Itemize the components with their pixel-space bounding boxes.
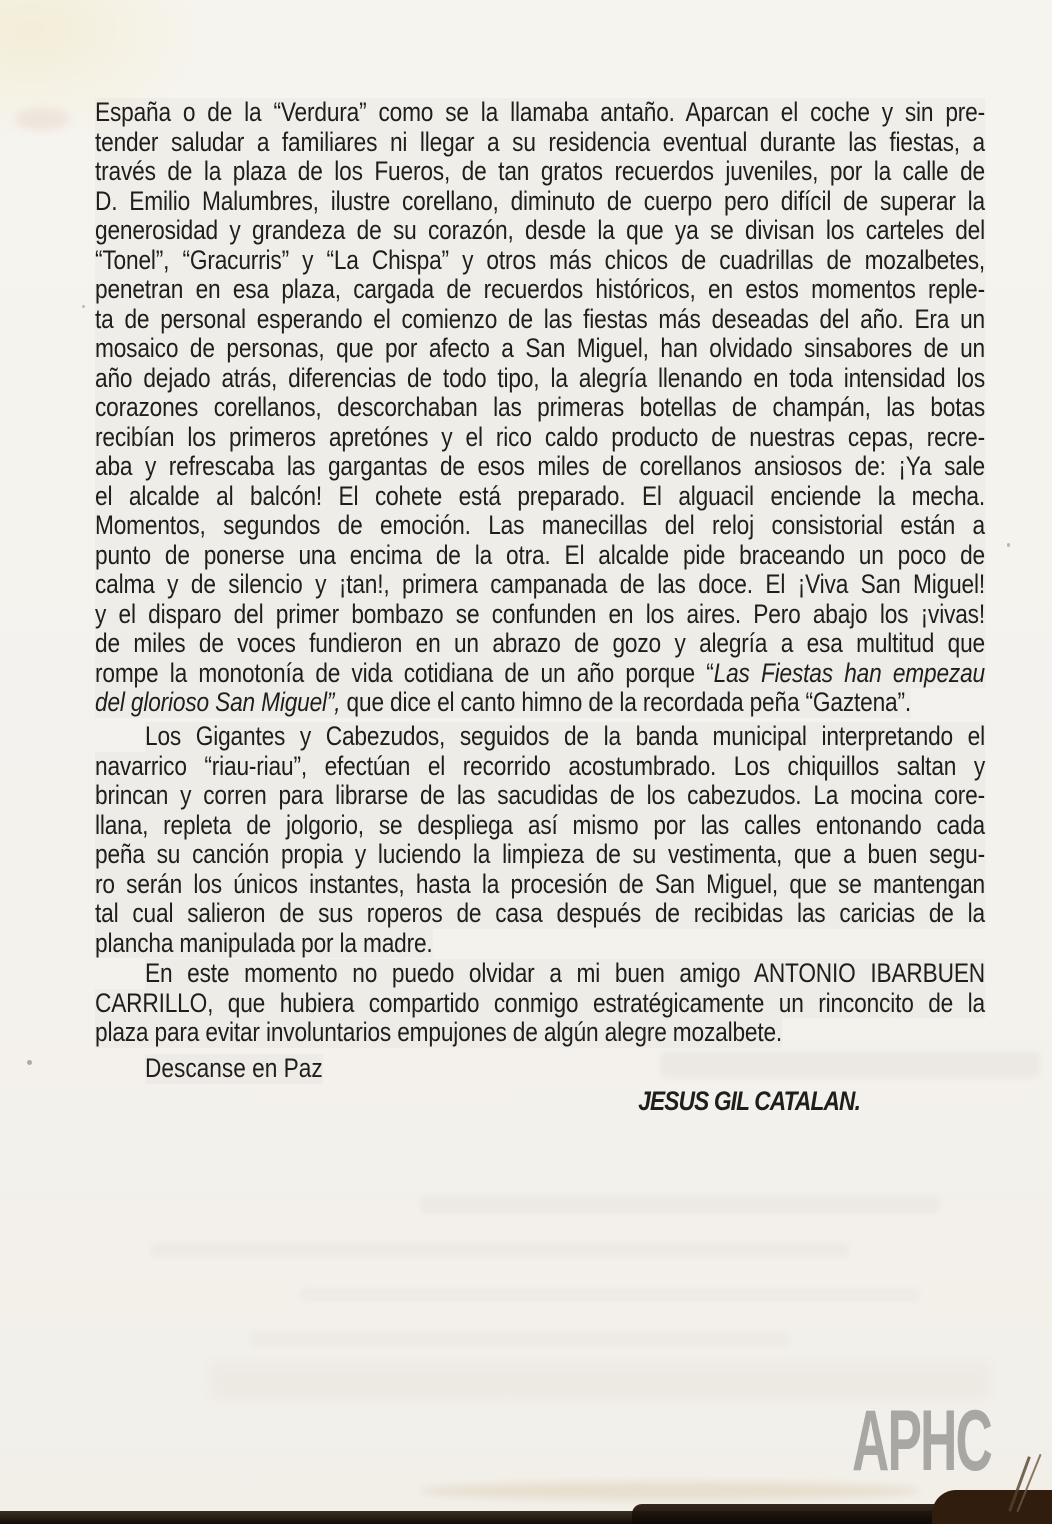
text-line: tender saludar a familiares ni llegar a su residencia eventual durante las fiestas, a bbox=[95, 126, 986, 157]
text-line: llana, repleta de jolgorio, se despliega así mismo por las calles entonando cada bbox=[95, 809, 986, 840]
closing-line bbox=[95, 1054, 985, 1084]
text-line: punto de ponerse una encima de la otra. El alcalde pide braceando un poco de bbox=[95, 539, 986, 570]
bleed-through-ghost bbox=[150, 1242, 850, 1258]
text-line: España o de la “Verdura” como se la llamaba antaño. Aparcan el coche y sin pre- bbox=[95, 97, 986, 127]
scan-edge-bottom-right bbox=[632, 1504, 1052, 1524]
text-line: CARRILLO, que hubiera compartido conmigo estratégicamente un rinconcito de la bbox=[95, 987, 986, 1018]
scan-smudge bbox=[15, 108, 70, 130]
scan-speck bbox=[82, 305, 85, 308]
paragraph bbox=[95, 98, 985, 718]
signature-line bbox=[95, 1086, 985, 1116]
text-line: través de la plaza de los Fueros, de tan gratos recuerdos juveniles, por la calle de bbox=[95, 156, 985, 186]
text-line: año dejado atrás, diferencias de todo tipo, la alegría llenando en toda intensidad los bbox=[95, 362, 986, 393]
text-line: En este momento no puedo olvidar a mi buen amigo ANTONIO IBARBUEN bbox=[145, 958, 985, 988]
text-line: Momentos, segundos de emoción. Las manecillas del reloj consistorial están a bbox=[95, 510, 985, 540]
text-line: peña su canción propia y luciendo la limpieza de su vestimenta, que a buen segu- bbox=[95, 839, 986, 869]
signature-text: JESUS GIL CATALAN. bbox=[638, 1086, 860, 1116]
text-line: plaza para evitar involuntarios empujones de algún alegre mozalbete. bbox=[95, 1017, 783, 1047]
bleed-through-ghost bbox=[420, 1196, 940, 1214]
text-line: generosidad y grandeza de su corazón, desde la que ya se divisan los carteles del bbox=[95, 215, 985, 245]
closing-text: Descanse en Paz bbox=[145, 1053, 323, 1083]
text-line: y el disparo del primer bombazo se confunden en los aires. Pero abajo los ¡vivas! bbox=[95, 598, 985, 629]
bleed-through-ghost bbox=[300, 1288, 920, 1302]
text-line: Los Gigantes y Cabezudos, seguidos de la banda municipal interpretando el bbox=[145, 721, 985, 751]
text-line: ro serán los únicos instantes, hasta la procesión de San Miguel, que se mantengan bbox=[95, 868, 985, 899]
text-line: el alcalde al balcón! El cohete está preparado. El alguacil enciende la mecha. bbox=[95, 480, 986, 511]
text-line: tal cual salieron de sus roperos de casa después de recibidas las caricias de la bbox=[95, 898, 986, 928]
text-line: brincan y corren para librarse de las sacudidas de los cabezudos. La mocina core- bbox=[95, 780, 986, 810]
text-line: navarrico “riau-riau”, efectúan el recorrido acostumbrado. Los chiquillos saltan y bbox=[95, 750, 985, 781]
text-line: recibían los primeros apretónes y el rico caldo producto de nuestras cepas, recre- bbox=[95, 421, 985, 452]
text-line: de miles de voces fundieron en un abrazo de gozo y alegría a esa multitud que bbox=[95, 628, 985, 658]
bleed-through-ghost bbox=[250, 1332, 790, 1346]
text-line: “Tonel”, “Gracurris” y “La Chispa” y otros más chicos de cuadrillas de mozalbetes, bbox=[95, 244, 986, 275]
text-line: plancha manipulada por la madre. bbox=[95, 927, 433, 958]
text-line: corazones corellanos, descorchaban las primeras botellas de champán, las botas bbox=[95, 392, 985, 422]
text-line: rompe la monotonía de vida cotidiana de un año porque “Las Fiestas han empezau bbox=[95, 657, 985, 688]
scan-speck bbox=[27, 1060, 32, 1065]
paragraph bbox=[95, 959, 985, 1048]
text-line: calma y de silencio y ¡tan!, primera campanada de las doce. El ¡Viva San Miguel! bbox=[95, 569, 986, 599]
text-line: penetran en esa plaza, cargada de recuerdos históricos, en estos momentos reple- bbox=[95, 274, 985, 304]
paragraph bbox=[95, 722, 985, 958]
page-curl-mark bbox=[1016, 1454, 1041, 1512]
text-line: ta de personal esperando el comienzo de las fiestas más deseadas del año. Era un bbox=[95, 303, 985, 334]
aphc-watermark: APHC bbox=[852, 1393, 992, 1489]
text-line: mosaico de personas, que por afecto a San Miguel, han olvidado sinsabores de un bbox=[95, 333, 986, 363]
page-curl-mark bbox=[1008, 1456, 1031, 1512]
scan-edge-bottom bbox=[0, 1511, 1052, 1524]
text-line: aba y refrescaba las gargantas de esos miles de corellanos ansiosos de: ¡Ya sale bbox=[95, 451, 986, 481]
scan-smudge bbox=[420, 1482, 920, 1500]
text-line: del glorioso San Miguel”, que dice el canto himno de la recordada peña “Gaztena”. bbox=[95, 687, 911, 717]
scan-corner-blob bbox=[932, 1490, 1052, 1524]
scan-speck bbox=[1007, 543, 1010, 547]
text-line: D. Emilio Malumbres, ilustre corellano, diminuto de cuerpo pero difícil de superar la bbox=[95, 185, 986, 216]
